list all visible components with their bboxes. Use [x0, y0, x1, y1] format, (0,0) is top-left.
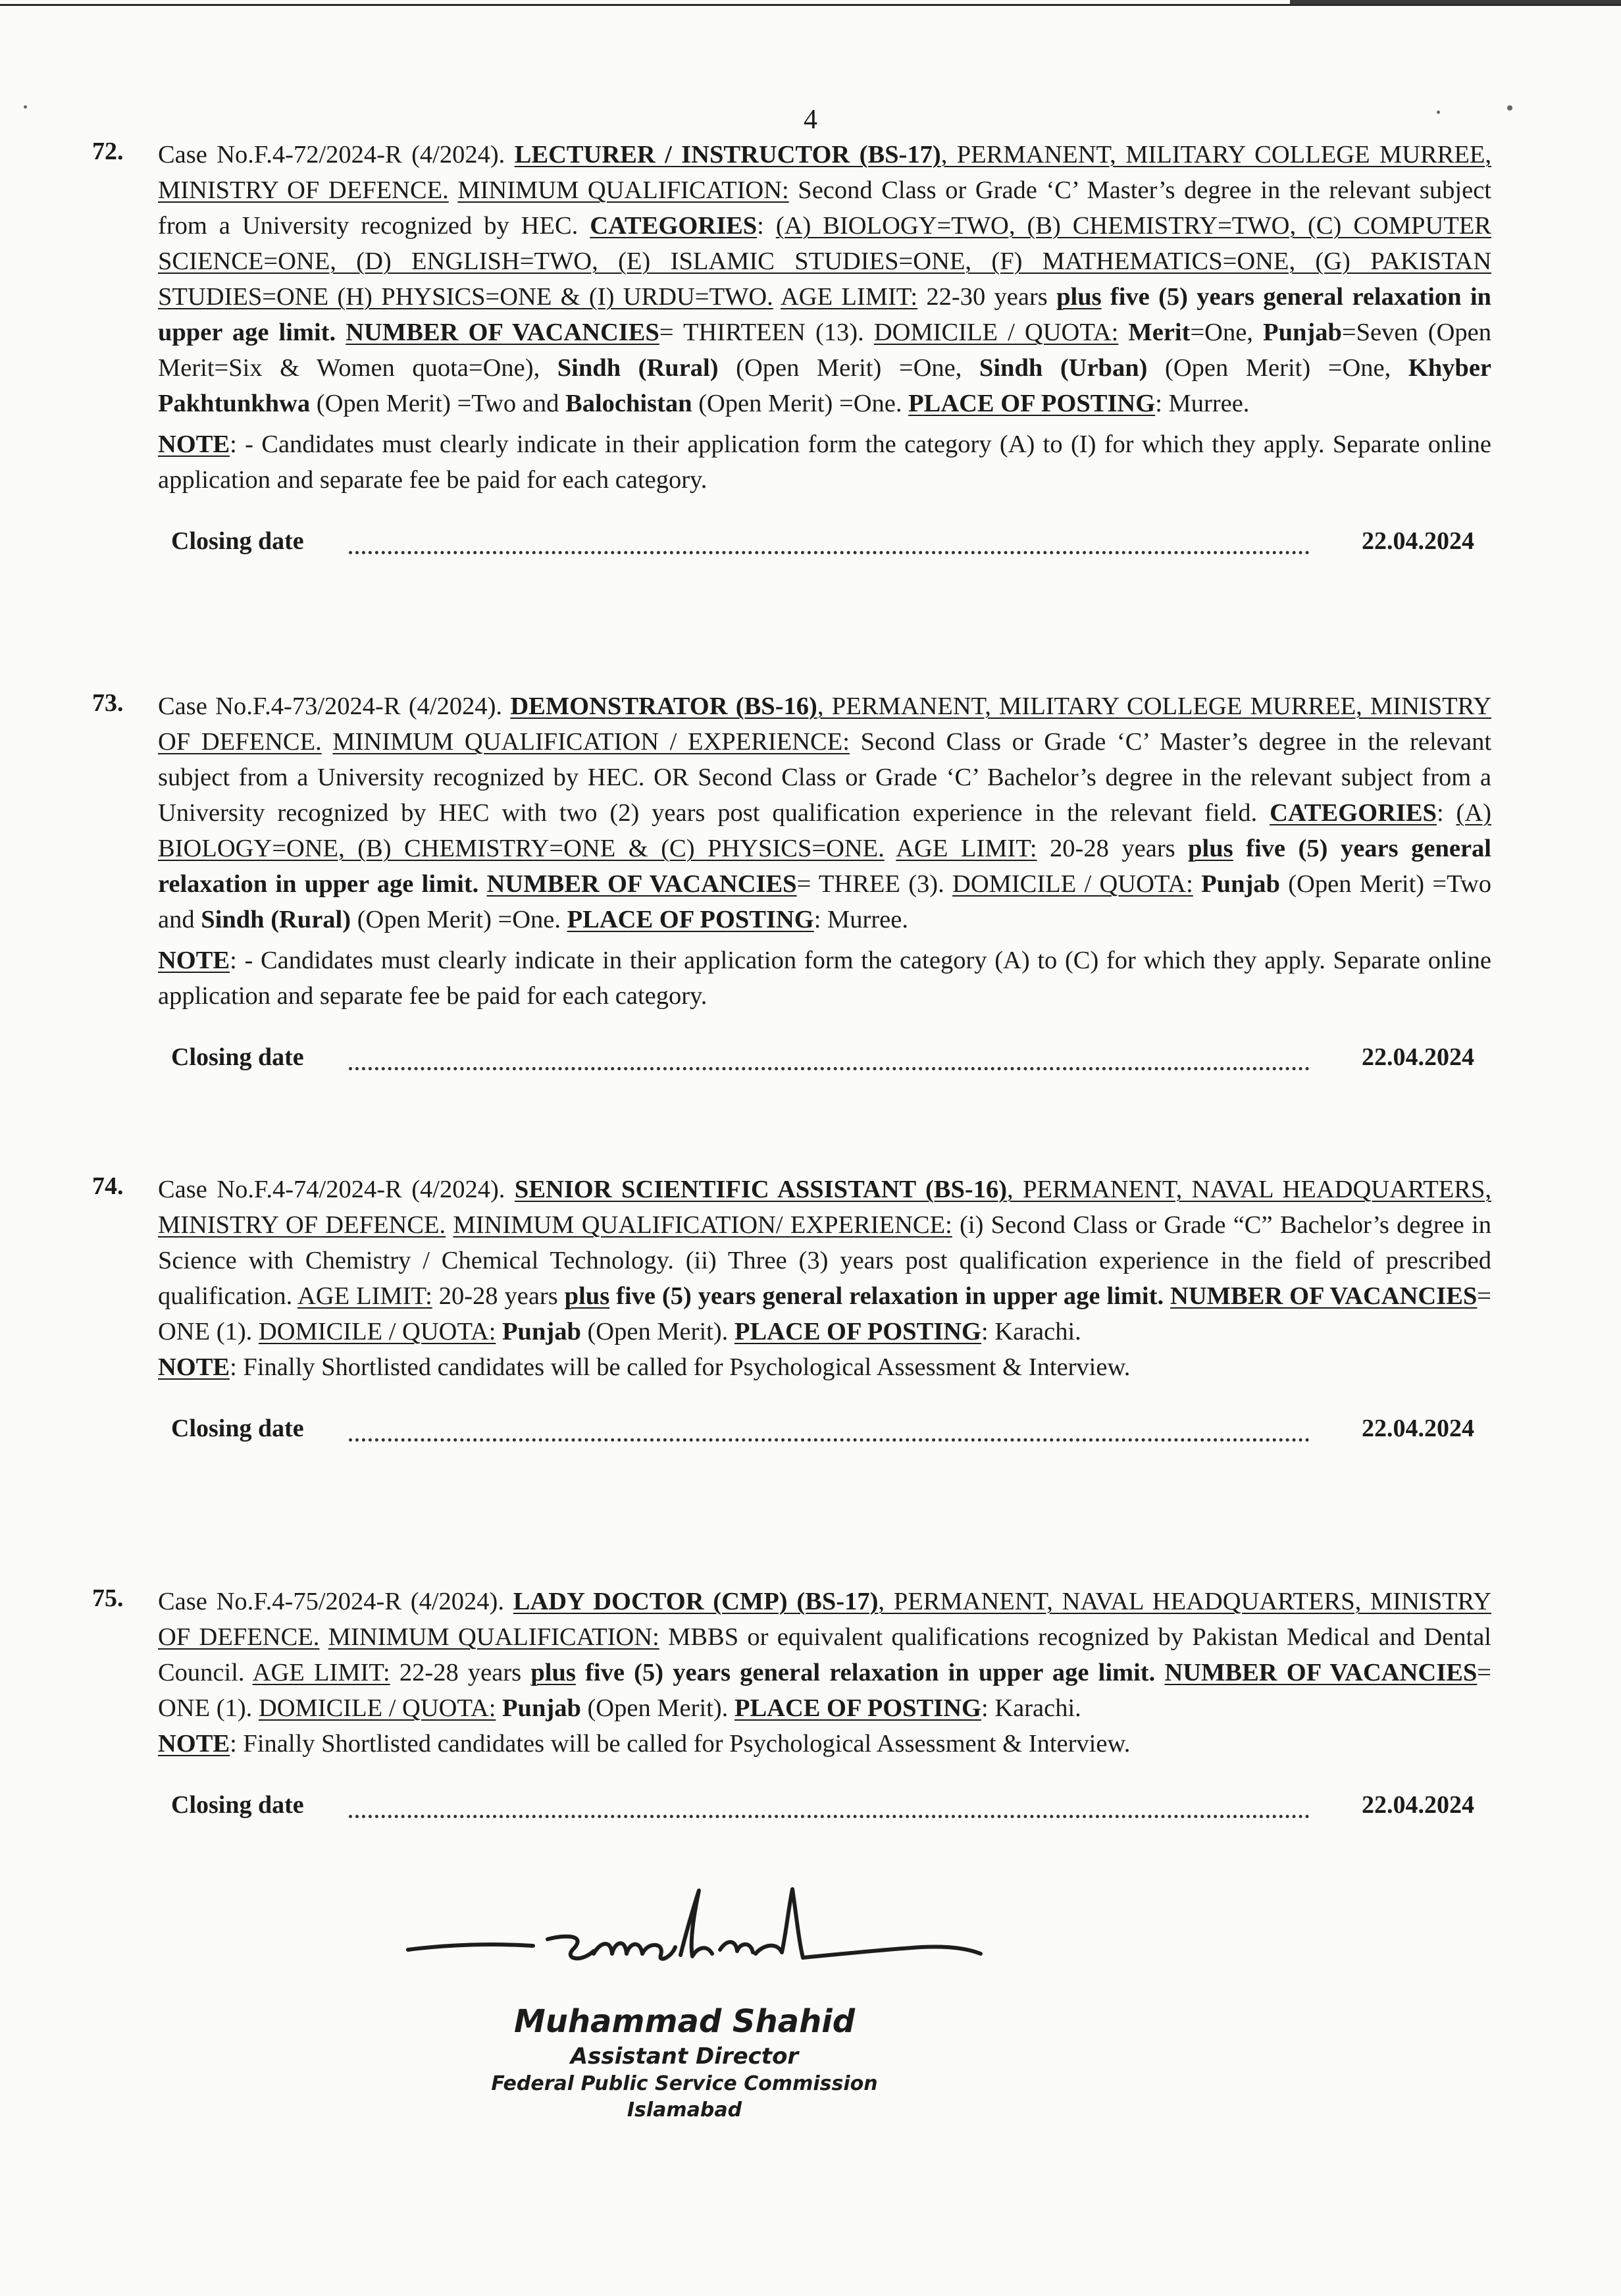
domicile-label: DOMICILE / QUOTA: — [952, 870, 1193, 898]
closing-date-label: Closing date — [171, 527, 308, 556]
closing-date-line — [171, 1043, 1474, 1078]
item-body: Case No.F.4-72/2024-R (4/2024). LECTURER / INSTRUCTOR (BS-17), PERMANENT, MILITARY COLLEGE MURREE, MINISTRY OF DEFENCE. MINIMUM QUALIFICATION: Second Class or Grade ‘C’ Master’s degree in the relevant subject from a University recognized by HEC. CATEGORIES: (A) BIOLOGY=TWO, (B) CHEMISTRY=TWO, (C) COMPUTER SCIENCE=ONE, (D) ENGLISH=TWO, (E) ISLAMIC STUDIES=ONE, (F) MATHEMATICS=ONE, (G) PAKISTAN STUDIES=ONE (H) PHYSICS=ONE & (I) URDU=TWO. AGE LIMIT: 22-30 years plus five (5) years general relaxation in upper age limit. NUMBER OF VACANCIES= THIRTEEN (13). DOMICILE / QUOTA: Merit=One, Punjab=Seven (Open Merit=Six & Women quota=One), Sindh (Rural) (Open Merit) =One, Sindh (Urban) (Open Merit) =One, Khyber Pakhtunkhwa (Open Merit) =Two and Balochistan (Open Merit) =One. PLACE OF POSTING: Murree. NOTE: - Candidates must clearly indicate in their application form the category (A) to (I) for which they apply. Separate online application and separate fee be paid for each category. — [158, 137, 1491, 498]
note-text: : Finally Shortlisted candidates will be called for Psychological Assessment & Interview. — [230, 1353, 1131, 1381]
note — [158, 1726, 1491, 1761]
categories-text: (A) BIOLOGY=ONE, (B) CHEMISTRY=ONE & (C) PHYSICS=ONE. — [158, 799, 1491, 862]
quota-name: Khyber Pakhtunkhwa — [158, 354, 1491, 417]
scan-top-edge-dark — [1290, 0, 1621, 4]
posting-text: : Murree. — [813, 906, 908, 933]
relaxation-text: five (5) years general relaxation in upper age limit. — [158, 835, 1491, 898]
categories-text: (A) BIOLOGY=TWO, (B) CHEMISTRY=TWO, (C) COMPUTER SCIENCE=ONE, (D) ENGLISH=TWO, (E) ISLAMIC STUDIES=ONE, (F) MATHEMATICS=ONE, (G) PAKISTAN STUDIES=ONE (H) PHYSICS=ONE & (I) URDU=TWO. — [158, 212, 1491, 311]
quota-name: Punjab — [1263, 319, 1342, 346]
quota-name: Balochistan — [565, 390, 692, 417]
closing-date-line — [171, 1790, 1474, 1826]
item-number: 72. — [92, 138, 124, 165]
quota-text: (Open Merit) =One. — [692, 390, 909, 417]
signatory-name: Muhammad Shahid — [513, 2003, 856, 2040]
categories-label: CATEGORIES — [590, 212, 758, 240]
vacancies-label: NUMBER OF VACANCIES — [486, 870, 797, 898]
closing-date-line — [171, 1414, 1474, 1449]
posting-text: : Murree. — [1155, 390, 1250, 417]
qualification-text: (i) Second Class or Grade “C” Bachelor’s degree in Science with Chemistry / Chemical Technology. (ii) Three (3) years post qualification experience in the field of prescribed qualification. — [158, 1211, 1491, 1310]
qualification-text: MBBS or equivalent qualifications recognized by Pakistan Medical and Dental Council. — [158, 1623, 1492, 1686]
case-number: Case No.F.4-75/2024-R (4/2024). — [158, 1588, 513, 1615]
post-details: , PERMANENT, MILITARY COLLEGE MURREE, MINISTRY OF DEFENCE. — [158, 692, 1491, 756]
item-number: 73. — [92, 689, 124, 717]
post-details: , PERMANENT, NAVAL HEADQUARTERS, MINISTRY OF DEFENCE. — [158, 1588, 1491, 1651]
quota-text: =One, — [1190, 319, 1264, 346]
item-body: Case No.F.4-73/2024-R (4/2024). DEMONSTRATOR (BS-16), PERMANENT, MILITARY COLLEGE MURREE, MINISTRY OF DEFENCE. MINIMUM QUALIFICATION / EXPERIENCE: Second Class or Grade ‘C’ Master’s degree in the relevant subject from a University recognized by HEC. OR Second Class or Grade ‘C’ Bachelor’s degree in the relevant subject from a University recognized by HEC with two (2) years post qualification experience in the relevant field. CATEGORIES: (A) BIOLOGY=ONE, (B) CHEMISTRY=ONE & (C) PHYSICS=ONE. AGE LIMIT: 20-28 years plus five (5) years general relaxation in upper age limit. NUMBER OF VACANCIES= THREE (3). DOMICILE / QUOTA: Punjab (Open Merit) =Two and Sindh (Rural) (Open Merit) =One. PLACE OF POSTING: Murree. NOTE: - Candidates must clearly indicate in their application form the category (A) to (C) for which they apply. Separate online application and separate fee be paid for each category. — [158, 689, 1491, 1014]
quota-name: Punjab — [502, 1694, 581, 1722]
case-number: Case No.F.4-74/2024-R (4/2024). — [158, 1176, 515, 1203]
closing-date-label: Closing date — [171, 1790, 308, 1819]
vacancies-text: = THIRTEEN (13). — [659, 319, 874, 346]
closing-date-label: Closing date — [171, 1043, 308, 1072]
post-title: LECTURER / INSTRUCTOR (BS-17) — [514, 141, 941, 169]
note — [158, 1349, 1491, 1385]
age-limit-text: 20-28 years — [1037, 835, 1189, 862]
age-limit-text: 22-30 years — [917, 283, 1057, 311]
qualification-label: MINIMUM QUALIFICATION / EXPERIENCE: — [332, 728, 850, 756]
scan-top-edge — [0, 4, 1621, 6]
relaxation-text: five (5) years general relaxation in upper age limit. — [575, 1659, 1156, 1686]
quota-text: (Open Merit) =One. — [351, 906, 567, 933]
post-details: , PERMANENT, NAVAL HEADQUARTERS, MINISTRY OF DEFENCE. — [158, 1176, 1492, 1239]
age-limit-label: AGE LIMIT: — [252, 1659, 390, 1686]
case-number: Case No.F.4-73/2024-R (4/2024). — [158, 692, 511, 720]
posting-label: PLACE OF POSTING — [908, 390, 1156, 417]
quota-name: Punjab — [1201, 870, 1280, 898]
vacancy-item-75 — [92, 1584, 1491, 1826]
relaxation-text: five (5) years general relaxation in upper age limit. — [158, 283, 1491, 346]
age-limit-text: 20-28 years — [432, 1282, 565, 1310]
posting-label: PLACE OF POSTING — [567, 906, 814, 933]
plus-text: plus — [564, 1282, 610, 1310]
qualification-label: MINIMUM QUALIFICATION: — [457, 176, 789, 204]
vacancy-item-74 — [92, 1172, 1491, 1449]
age-limit-label: AGE LIMIT: — [896, 835, 1037, 862]
categories-label: CATEGORIES — [1270, 799, 1437, 827]
dot-leader — [349, 1438, 1310, 1442]
posting-label: PLACE OF POSTING — [734, 1694, 981, 1722]
qualification-text: Second Class or Grade ‘C’ Master’s degree in the relevant subject from a University recognized by HEC. OR Second Class or Grade ‘C’ Bachelor’s degree in the relevant subject from a University recognized by HEC with two (2) years post qualification experience in the relevant field. — [158, 728, 1492, 827]
quota-text: (Open Merit) =One, — [1147, 354, 1408, 382]
domicile-label: DOMICILE / QUOTA: — [258, 1318, 496, 1345]
quota-name: Merit — [1128, 319, 1191, 346]
vacancies-text: = ONE (1). — [158, 1282, 1492, 1345]
note-text: : - Candidates must clearly indicate in their application form the category (A) to (I) for which they apply. Separate online application and separate fee be paid for each category. — [158, 430, 1491, 494]
domicile-label: DOMICILE / QUOTA: — [258, 1694, 496, 1722]
note — [158, 427, 1491, 498]
dot-leader — [349, 551, 1310, 554]
closing-date-label: Closing date — [171, 1414, 308, 1443]
note — [158, 943, 1491, 1014]
domicile-label: DOMICILE / QUOTA: — [873, 319, 1119, 346]
case-number: Case No.F.4-72/2024-R (4/2024). — [158, 141, 515, 169]
item-body — [158, 1584, 1491, 1761]
vacancies-label: NUMBER OF VACANCIES — [1164, 1659, 1478, 1686]
quota-name: Sindh (Rural) — [557, 354, 719, 382]
post-details: , PERMANENT, MILITARY COLLEGE MURREE, MINISTRY OF DEFENCE. — [158, 141, 1492, 204]
post-title: SENIOR SCIENTIFIC ASSISTANT (BS-16) — [514, 1176, 1008, 1203]
note-text: : - Candidates must clearly indicate in their application form the category (A) to (C) for which they apply. Separate online application and separate fee be paid for each category. — [158, 947, 1491, 1010]
dot-leader — [349, 1067, 1310, 1070]
closing-date-value: 22.04.2024 — [1358, 1790, 1474, 1819]
closing-date-value: 22.04.2024 — [1358, 1043, 1474, 1072]
item-body — [158, 1172, 1491, 1385]
vacancies-text: = ONE (1). — [158, 1659, 1491, 1722]
signatory-city: Islamabad — [627, 2099, 742, 2122]
dot-leader — [349, 1815, 1310, 1818]
item-number: 75. — [92, 1584, 124, 1612]
quota-name: Punjab — [502, 1318, 581, 1345]
plus-text: plus — [530, 1659, 576, 1686]
vacancies-label: NUMBER OF VACANCIES — [346, 319, 659, 346]
quota-text: (Open Merit) =Two and — [158, 870, 1492, 933]
relaxation-text: five (5) years general relaxation in upper age limit. — [609, 1282, 1164, 1310]
closing-date-line — [171, 527, 1474, 562]
qualification-label: MINIMUM QUALIFICATION: — [328, 1623, 659, 1651]
age-limit-label: AGE LIMIT: — [780, 283, 918, 311]
signatory-title: Assistant Director — [570, 2043, 799, 2070]
quota-text: (Open Merit) =One, — [718, 354, 979, 382]
post-title: DEMONSTRATOR (BS-16) — [510, 692, 817, 720]
post-title: LADY DOCTOR (CMP) (BS-17) — [513, 1588, 879, 1615]
age-limit-label: AGE LIMIT: — [297, 1282, 432, 1310]
vacancies-label: NUMBER OF VACANCIES — [1170, 1282, 1478, 1310]
age-limit-text: 22-28 years — [390, 1659, 531, 1686]
quota-text: (Open Merit) =Two and — [310, 390, 566, 417]
note-label: NOTE — [158, 947, 230, 974]
note-label: NOTE — [158, 430, 230, 458]
qualification-text: Second Class or Grade ‘C’ Master’s degree in the relevant subject from a University recognized by HEC. — [158, 176, 1491, 240]
item-number: 74. — [92, 1172, 124, 1200]
handwritten-signature — [395, 1876, 1027, 2008]
quota-text: =Seven (Open Merit=Six & Women quota=One), — [158, 319, 1491, 382]
plus-text: plus — [1188, 835, 1233, 862]
quota-text: (Open Merit). — [580, 1694, 734, 1722]
signatory-organization: Federal Public Service Commission — [491, 2072, 878, 2095]
posting-label: PLACE OF POSTING — [734, 1318, 981, 1345]
plus-text: plus — [1056, 283, 1102, 311]
quota-name: Sindh (Rural) — [201, 906, 351, 933]
note-text: : Finally Shortlisted candidates will be called for Psychological Assessment & Interview. — [230, 1730, 1131, 1758]
page-number: 4 — [804, 105, 817, 135]
vacancy-item-73 — [92, 689, 1491, 1078]
quota-text: (Open Merit). — [580, 1318, 734, 1345]
closing-date-value: 22.04.2024 — [1358, 527, 1474, 556]
qualification-label: MINIMUM QUALIFICATION/ EXPERIENCE: — [453, 1211, 952, 1239]
note-label: NOTE — [158, 1730, 230, 1758]
signatory-block — [369, 2001, 1000, 2124]
note-label: NOTE — [158, 1353, 230, 1381]
quota-name: Sindh (Urban) — [979, 354, 1148, 382]
posting-text: : Karachi. — [981, 1694, 1081, 1722]
vacancy-item-72 — [92, 137, 1491, 562]
vacancies-text: = THREE (3). — [796, 870, 953, 898]
posting-text: : Karachi. — [981, 1318, 1081, 1345]
closing-date-value: 22.04.2024 — [1358, 1414, 1474, 1443]
